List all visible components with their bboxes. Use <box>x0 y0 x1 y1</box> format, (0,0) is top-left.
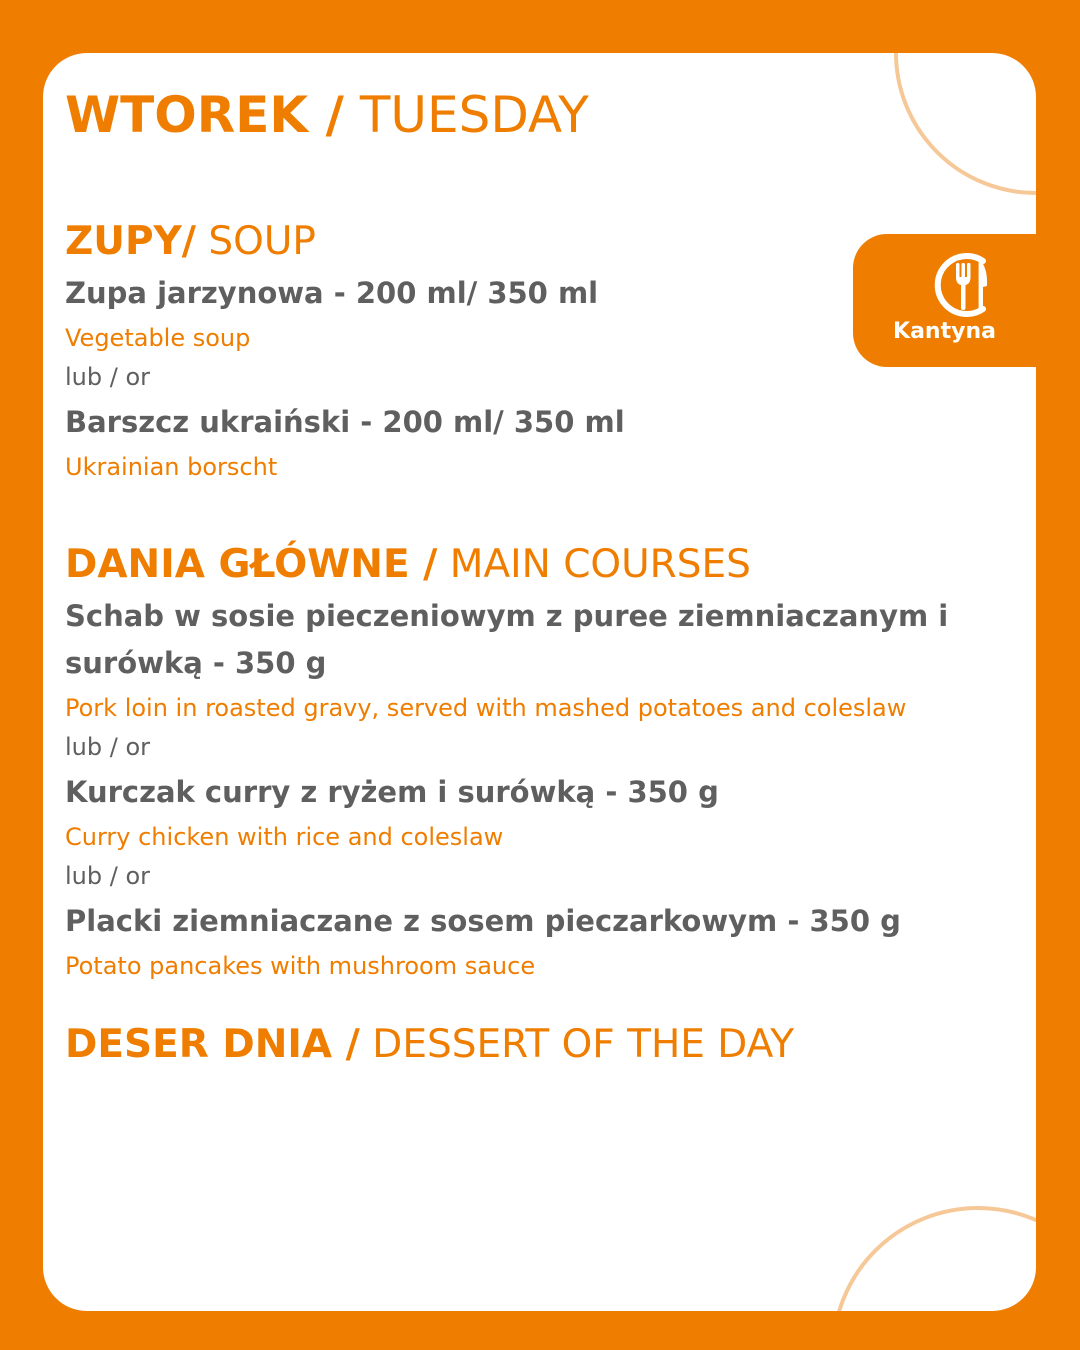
main-course-item-en: Pork loin in roasted gravy, served with mashed potatoes and coleslaw <box>65 694 907 722</box>
menu-card <box>43 53 1036 1311</box>
or-separator: lub / or <box>65 363 151 391</box>
soup-heading-en: SOUP <box>196 219 316 264</box>
dessert-heading <box>65 1019 1025 1071</box>
dessert-heading-pl: DESER DNIA / <box>65 1022 360 1067</box>
main-course-item-en: Potato pancakes with mushroom sauce <box>65 952 536 980</box>
main-courses-heading <box>65 539 1025 591</box>
dessert-section <box>65 1019 1025 1071</box>
dessert-heading-en: DESSERT OF THE DAY <box>359 1022 795 1067</box>
or-separator: lub / or <box>65 733 151 761</box>
soup-item-en: Ukrainian borscht <box>65 453 278 481</box>
bottom-arc <box>833 1208 1036 1311</box>
main-course-item-pl: Kurczak curry z ryżem i surówką - 350 g <box>65 775 719 809</box>
main-course-item-pl: Placki ziemniaczane z sosem pieczarkowym - 350 g <box>65 904 901 938</box>
main-courses-heading-en: MAIN COURSES <box>437 542 751 587</box>
day-name-pl: WTOREK / <box>65 86 344 144</box>
main-courses-heading-pl: DANIA GŁÓWNE / <box>65 542 438 587</box>
soup-heading <box>65 216 1025 268</box>
main-courses-section <box>65 539 1025 986</box>
main-course-item-pl: Schab w sosie pieczeniowym z puree ziemniaczanym i surówką - 350 g <box>65 599 949 680</box>
soup-section <box>65 216 1025 487</box>
or-separator: lub / or <box>65 862 151 890</box>
main-course-item-en: Curry chicken with rice and coleslaw <box>65 823 504 851</box>
soup-item-pl: Barszcz ukraiński - 200 ml/ 350 ml <box>65 405 625 439</box>
soup-heading-pl: ZUPY/ <box>65 219 197 264</box>
logo-label: Kantyna <box>893 319 996 344</box>
top-arc <box>896 53 1036 193</box>
soup-item-pl: Zupa jarzynowa - 200 ml/ 350 ml <box>65 276 599 310</box>
page-title <box>65 80 589 150</box>
soup-item-en: Vegetable soup <box>65 324 251 352</box>
day-name-en: TUESDAY <box>359 86 589 144</box>
